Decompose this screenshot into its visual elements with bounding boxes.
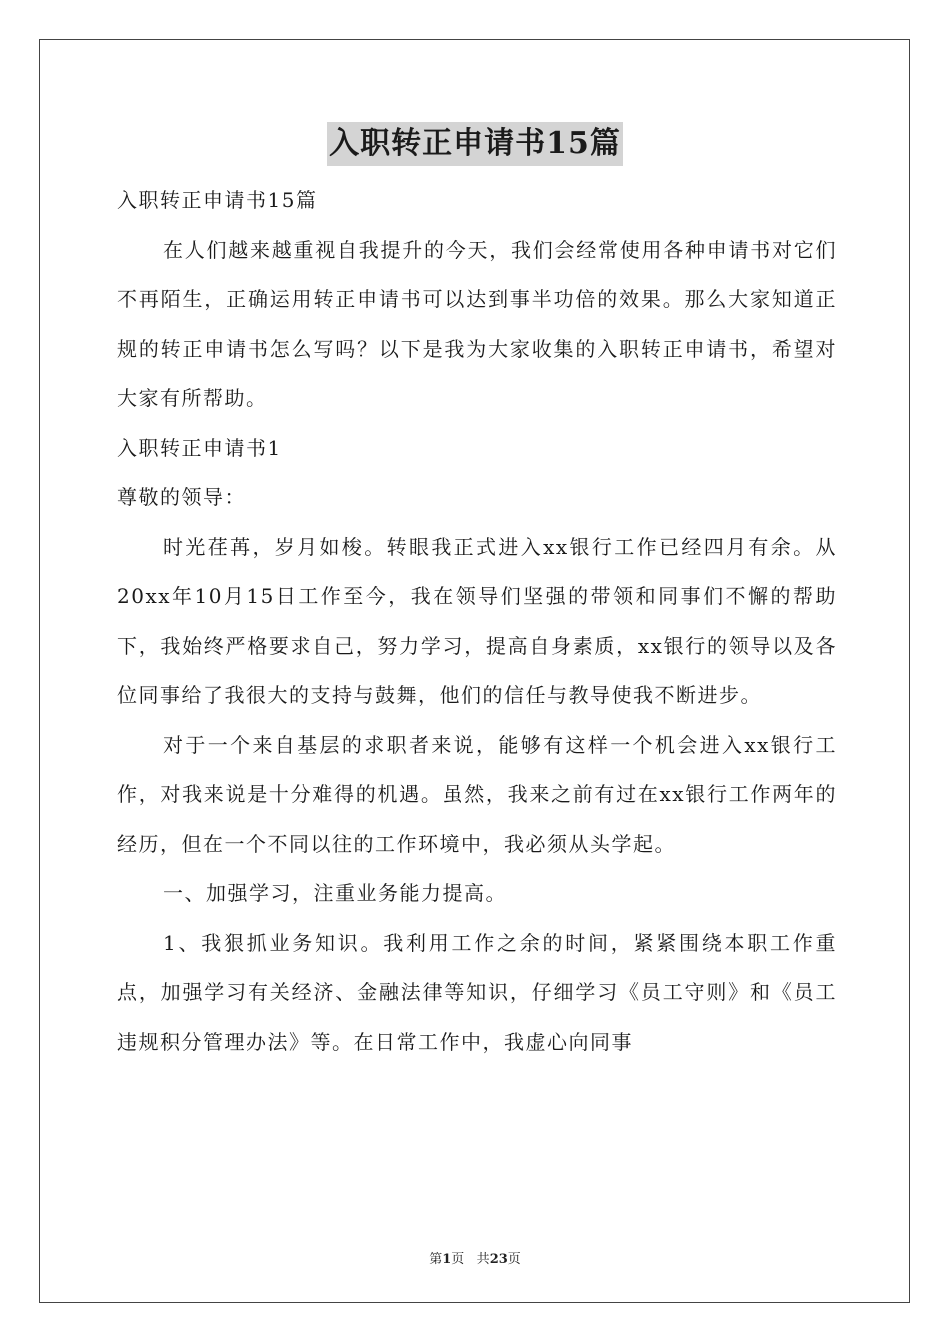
- total-suffix: 页: [507, 1252, 521, 1267]
- paragraph-body: 时光荏苒，岁月如梭。转眼我正式进入xx银行工作已经四月有余。从20xx年10月15日工作至今，我在领导们坚强的带领和同事们不懈的帮助下，我始终严格要求自己，努力学习，提高自身素质，xx银行的领导以及各位同事给了我很大的支持与鼓舞，他们的信任与教导使我不断进步。: [117, 534, 837, 707]
- document-title: 入职转正申请书15篇: [327, 122, 623, 166]
- page-number: 1: [442, 1252, 452, 1267]
- paragraph-list-heading: 一、加强学习，注重业务能力提高。: [163, 881, 507, 905]
- title-wrap: [0, 122, 950, 166]
- paragraph-intro: 在人们越来越重视自我提升的今天，我们会经常使用各种申请书对它们不再陌生，正确运用转正申请书可以达到事半功倍的效果。那么大家知道正规的转正申请书怎么写吗？以下是我为大家收集的入职转正申请书，希望对大家有所帮助。: [117, 237, 837, 410]
- total-pages: 23: [489, 1252, 508, 1267]
- paragraph-subtitle: 入职转正申请书15篇: [117, 188, 318, 212]
- paragraph-salutation: 尊敬的领导：: [117, 485, 246, 509]
- page-suffix: 页: [451, 1252, 465, 1267]
- page-footer: [0, 1248, 950, 1267]
- document-body: [117, 176, 837, 1067]
- paragraph-body: 对于一个来自基层的求职者来说，能够有这样一个机会进入xx银行工作，对我来说是十分难得的机遇。虽然，我来之前有过在xx银行工作两年的经历，但在一个不同以往的工作环境中，我必须从头学起。: [117, 732, 837, 856]
- total-prefix: 共: [476, 1252, 490, 1267]
- paragraph-section-heading: 入职转正申请书1: [117, 435, 282, 460]
- paragraph-list-item: 1、我狠抓业务知识。我利用工作之余的时间，紧紧围绕本职工作重点，加强学习有关经济、金融法律等知识，仔细学习《员工守则》和《员工违规积分管理办法》等。在日常工作中，我虚心向同事: [117, 930, 837, 1054]
- page-prefix: 第: [429, 1252, 443, 1267]
